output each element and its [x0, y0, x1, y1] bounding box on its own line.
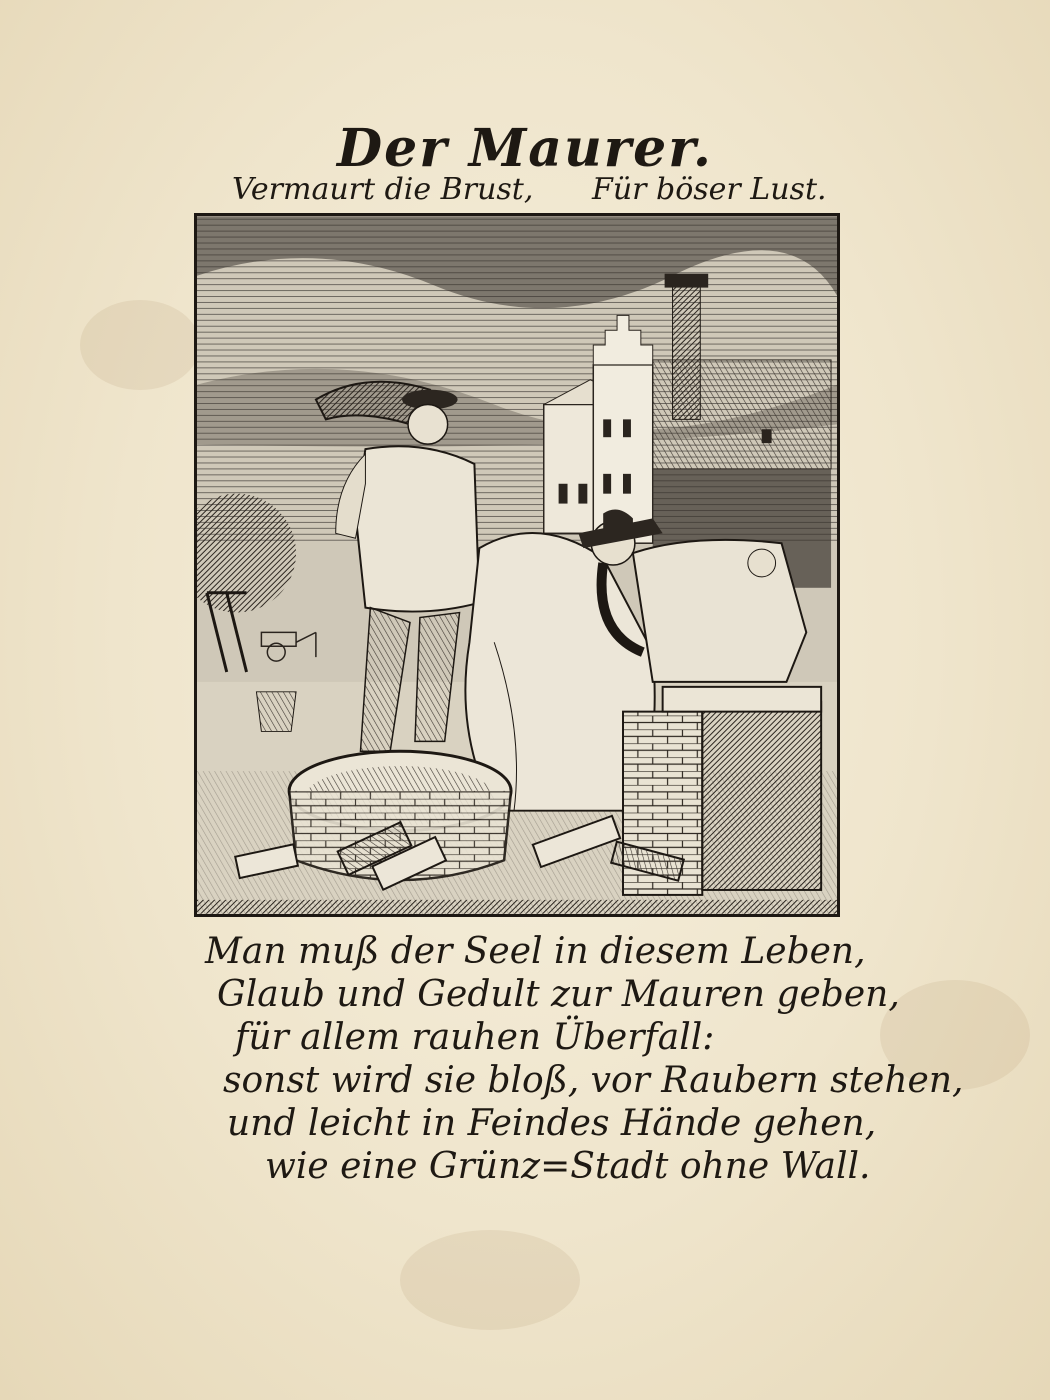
paper-foxing [400, 1230, 580, 1330]
plate-title: Der Maurer. [337, 118, 713, 179]
verse-line-4: sonst wird sie bloß, vor Raubern stehen, [223, 1060, 964, 1101]
verse-line-5: und leicht in Feindes Hände gehen, [227, 1103, 877, 1144]
mason-scene-engraving-icon [197, 216, 837, 914]
verse-line-1: Man muß der Seel in diesem Leben, [205, 931, 866, 972]
verse-line-3: für allem rauhen Überfall: [235, 1017, 715, 1058]
paper-foxing [80, 300, 200, 390]
verse-line-2: Glaub und Gedult zur Mauren geben, [217, 974, 900, 1015]
engraving-plate [194, 213, 840, 917]
verse-block [205, 930, 964, 1188]
motto-right: Für böser Lust. [592, 172, 827, 207]
motto-left: Vermaurt die Brust, [232, 172, 534, 207]
verse-line-6: wie eine Grünz=Stadt ohne Wall. [265, 1146, 871, 1187]
